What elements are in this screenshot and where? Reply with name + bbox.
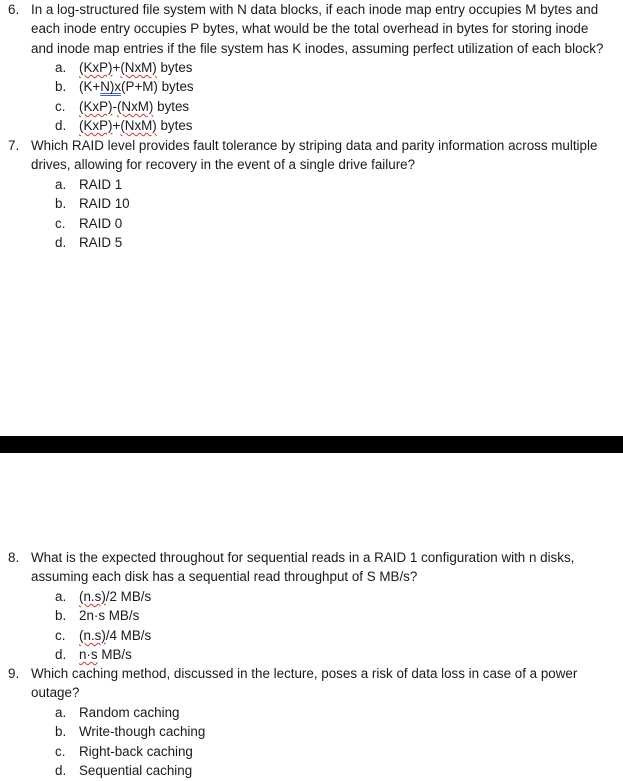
- option-letter: b.: [55, 196, 67, 212]
- spellcheck-mark: (NxM): [120, 60, 157, 75]
- option-letter: b.: [55, 608, 67, 624]
- option-text: [79, 97, 189, 116]
- option-text: RAID 1: [79, 177, 123, 192]
- option-letter: a.: [55, 177, 67, 192]
- answer-options: [0, 703, 623, 781]
- option-text: [79, 587, 151, 606]
- spellcheck-mark: (NxM): [120, 118, 157, 134]
- option-letter: a.: [55, 589, 67, 604]
- question-number: 7.: [8, 138, 20, 153]
- option-letter: b.: [55, 79, 67, 95]
- option-fragment: +: [112, 60, 121, 75]
- option-fragment: MB/s: [97, 647, 132, 663]
- option-a: [0, 587, 623, 606]
- option-text: [79, 77, 194, 96]
- option-fragment: -: [112, 98, 117, 114]
- option-d: [0, 233, 623, 252]
- option-text: 2n·s MB/s: [79, 608, 140, 624]
- grammar-mark: N)x: [100, 79, 122, 95]
- spellcheck-mark: (KxP): [79, 118, 113, 134]
- option-fragment: (K+: [79, 79, 101, 95]
- option-c: [0, 626, 623, 645]
- option-letter: b.: [55, 724, 67, 740]
- option-c: [0, 214, 623, 233]
- option-fragment: /2 MB/s: [105, 589, 152, 604]
- spellcheck-mark: (KxP): [79, 98, 113, 114]
- option-letter: a.: [55, 705, 67, 720]
- spellcheck-mark: (NxM): [116, 98, 154, 114]
- option-letter: c.: [55, 743, 66, 759]
- answer-options: [0, 175, 623, 253]
- option-text: Write-though caching: [79, 724, 206, 740]
- option-c: [0, 742, 623, 761]
- option-letter: d.: [55, 763, 67, 779]
- option-c: [0, 97, 623, 116]
- option-d: [0, 761, 623, 780]
- question-number: 6.: [8, 2, 20, 17]
- option-letter: c.: [55, 215, 66, 231]
- option-fragment: /4 MB/s: [105, 627, 152, 643]
- option-text: Right-back caching: [79, 743, 193, 759]
- option-letter: a.: [55, 60, 67, 75]
- option-text: RAID 10: [79, 196, 130, 212]
- question-text: In a log-structured file system with N data blocks, if each inode map entry occupies M bytes and each inode entry occupies P bytes, what would be the total overhead in bytes for storing inode and inode map entries if the file system has K inodes, assuming perfect utilization of each block?: [31, 2, 604, 56]
- option-text: [79, 116, 193, 135]
- option-letter: d.: [55, 118, 67, 134]
- option-fragment: (P+M) bytes: [121, 79, 194, 95]
- page-bottom-section: [0, 453, 623, 779]
- question-number: 9.: [8, 666, 20, 681]
- answer-options: [0, 587, 623, 665]
- option-d: [0, 645, 623, 664]
- option-fragment: bytes: [156, 118, 193, 134]
- option-text: RAID 0: [79, 215, 123, 231]
- spellcheck-mark: (KxP): [79, 60, 113, 75]
- option-letter: c.: [55, 98, 66, 114]
- spellcheck-mark: n·s: [79, 647, 98, 663]
- option-letter: d.: [55, 235, 67, 251]
- option-b: [0, 722, 623, 741]
- option-fragment: bytes: [156, 60, 193, 75]
- option-b: [0, 77, 623, 96]
- option-b: [0, 194, 623, 213]
- page-break-bar: [0, 436, 623, 453]
- option-a: [0, 703, 623, 722]
- spellcheck-mark: (n.s): [79, 627, 106, 643]
- option-a: [0, 175, 623, 194]
- spellcheck-mark: (n.s): [79, 589, 106, 604]
- option-a: [0, 58, 623, 77]
- answer-options: [0, 58, 623, 136]
- option-letter: d.: [55, 647, 67, 663]
- question-text: Which caching method, discussed in the lecture, poses a risk of data loss in case of a power outage?: [31, 666, 578, 701]
- question-text: Which RAID level provides fault tolerance by striping data and parity information across multiple drives, allowing for recovery in the event of a single drive failure?: [31, 138, 598, 173]
- question-text: What is the expected throughout for sequential reads in a RAID 1 configuration with n disks, assuming each disk has a sequential read throughput of S MB/s?: [31, 550, 575, 585]
- question-number: 8.: [8, 550, 20, 565]
- option-text: RAID 5: [79, 235, 123, 251]
- option-fragment: bytes: [153, 98, 190, 114]
- option-text: Sequential caching: [79, 763, 193, 779]
- option-text: Random caching: [79, 705, 180, 720]
- option-letter: c.: [55, 627, 66, 643]
- option-text: [79, 58, 193, 77]
- option-d: [0, 116, 623, 135]
- option-text: [79, 645, 132, 664]
- option-text: [79, 626, 151, 645]
- option-fragment: +: [112, 118, 121, 134]
- option-b: [0, 606, 623, 625]
